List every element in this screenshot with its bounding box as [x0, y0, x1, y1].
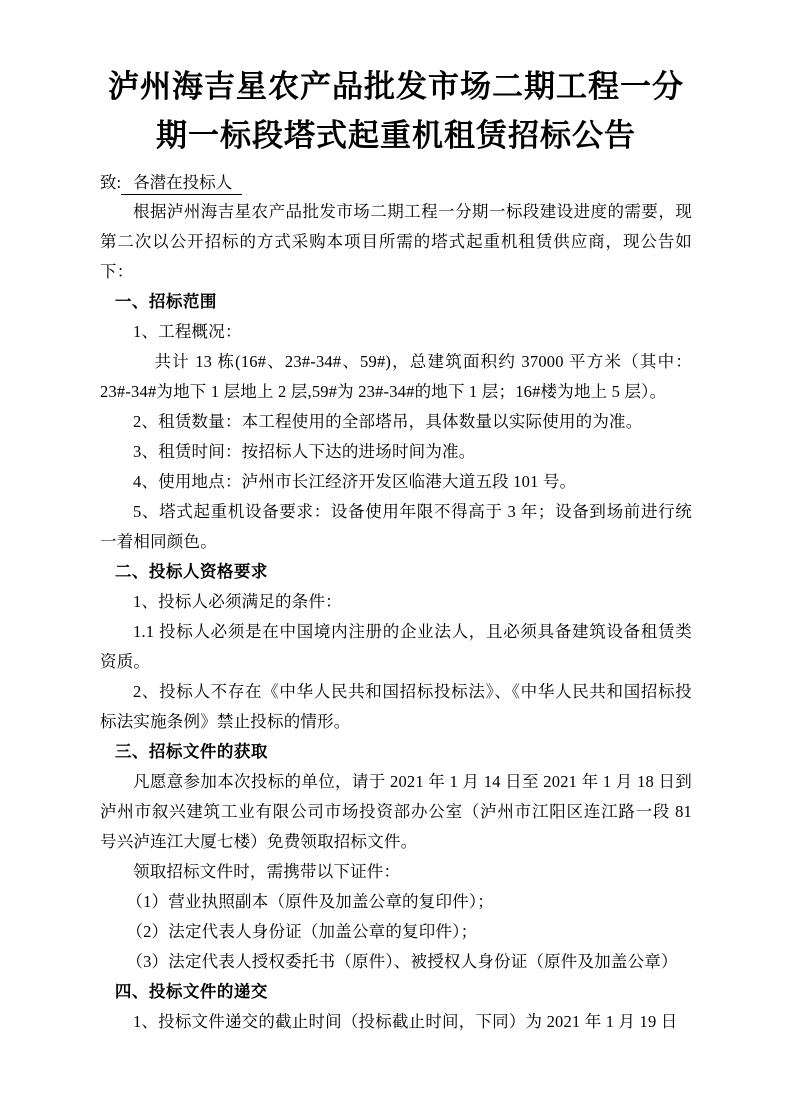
section-3-paragraph-item-authorization: （3）法定代表人授权委托书（原件）、被授权人身份证（原件及加盖公章） [126, 952, 678, 971]
section-3-paragraph-item-legal-rep-id: （2）法定代表人身份证（加盖公章的复印件）； [126, 922, 478, 941]
intro-paragraph: 根据泸州海吉星农产品批发市场二期工程一分期一标段建设进度的需要，现第二次以公开招标的方式采购本项目所需的塔式起重机租赁供应商，现公告如下： [100, 202, 692, 281]
section-1-paragraph-project-overview-label: 1、工程概况： [133, 322, 242, 341]
section-4-paragraph-submission-deadline: 1、投标文件递交的截止时间（投标截止时间，下同）为 2021 年 1 月 19 日 [133, 1012, 678, 1031]
section-2-paragraph-no-prohibited: 2、投标人不存在《中华人民共和国招标投标法》、《中华人民共和国招标投标法实施条例》禁止投标的情形。 [100, 682, 692, 731]
section-1-paragraph-rental-quantity: 2、租赁数量：本工程使用的全部塔吊，具体数量以实际使用的为准。 [133, 412, 643, 431]
section-1-paragraph-equipment-requirements: 5、塔式起重机设备要求：设备使用年限不得高于 3 年；设备到场前进行统一着相同颜色。 [100, 502, 692, 551]
section-2-paragraph-legal-entity: 1.1 投标人必须是在中国境内注册的企业法人，且必须具备建筑设备租赁类资质。 [100, 622, 692, 671]
section-3-paragraph-item-business-license: （1）营业执照副本（原件及加盖公章的复印件）； [126, 892, 494, 911]
section-2-paragraph-conditions-label: 1、投标人必须满足的条件： [133, 592, 342, 611]
section-1-paragraph-rental-time: 3、租赁时间：按招标人下达的进场时间为准。 [133, 442, 476, 461]
section-3-paragraph-obtain-documents: 凡愿意参加本次投标的单位，请于 2021 年 1 月 14 日至 2021 年 1 月 18 日到泸州市叙兴建筑工业有限公司市场投资部办公室（泸州市江阳区连江路一段 81 号兴泸连江大厦七楼）免费领取招标文件。 [100, 772, 692, 851]
salutation-label: 致: [100, 173, 122, 192]
title-line-1: 泸州海吉星农产品批发市场二期工程一分 [108, 69, 684, 104]
section-3-paragraph-required-certificates-label: 领取招标文件时，需携带以下证件： [133, 862, 401, 881]
section-3-heading: 三、招标文件的获取 [114, 742, 268, 761]
section-1-paragraph-usage-location: 4、使用地点：泸州市长江经济开发区临港大道五段 101 号。 [133, 472, 577, 491]
section-1-heading: 一、招标范围 [114, 292, 217, 311]
section-1-paragraph-project-overview-detail: 共计 13 栋(16#、23#-34#、59#)，总建筑面积约 37000 平方米（其中：23#-34#为地下 1 层地上 2 层,59#为 23#-34#的地下 1 层；16#楼为地上 5 层）。 [100, 352, 692, 401]
salutation-line [100, 168, 692, 197]
salutation-recipient: 各潜在投标人 [121, 172, 242, 195]
section-2-heading: 二、投标人资格要求 [114, 562, 268, 581]
section-4-heading: 四、投标文件的递交 [114, 982, 268, 1001]
document-title [100, 62, 692, 160]
title-line-2: 期一标段塔式起重机租赁招标公告 [156, 118, 636, 153]
